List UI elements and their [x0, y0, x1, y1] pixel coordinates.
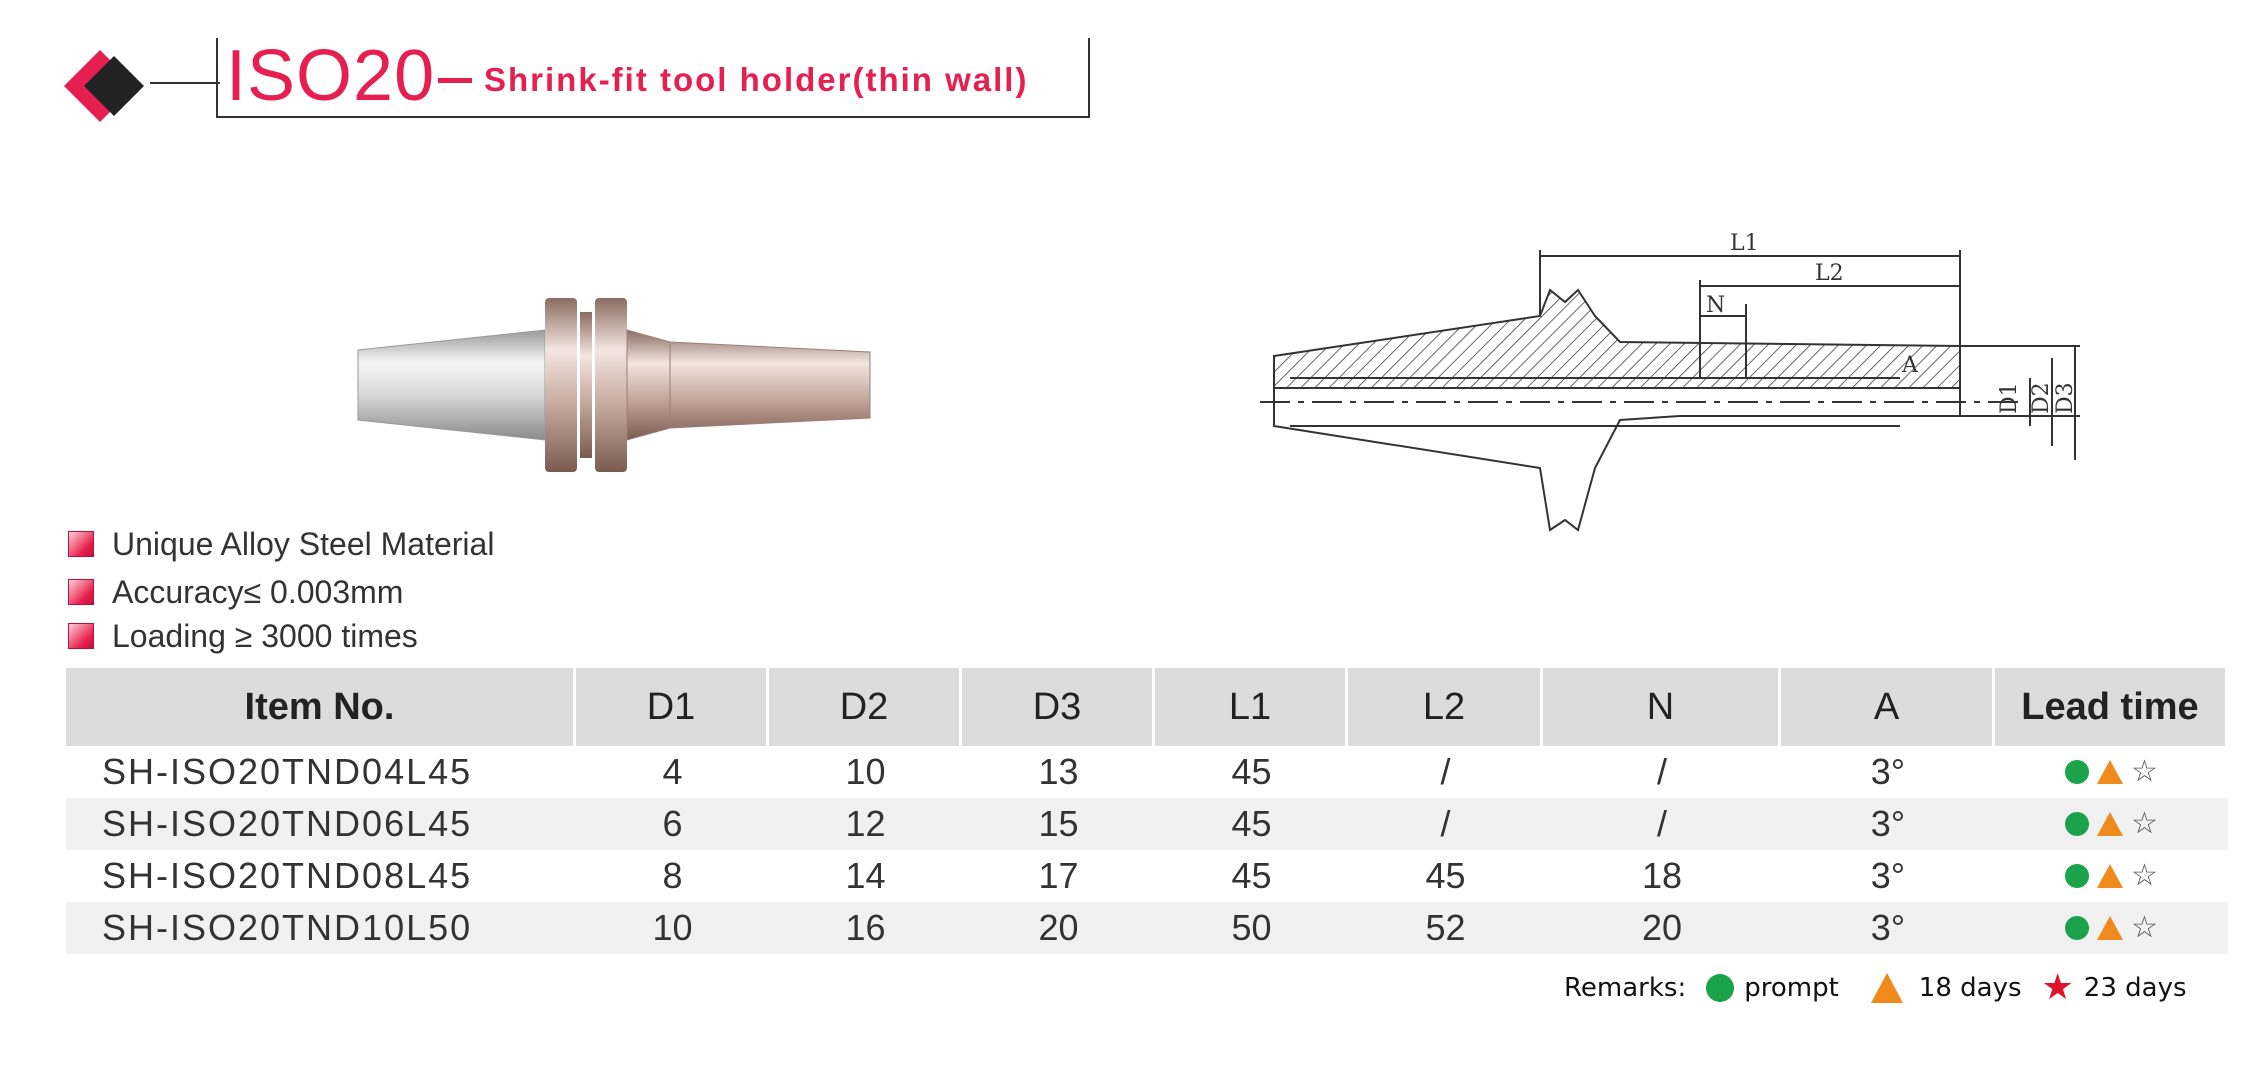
feature-text: Accuracy≤ 0.003mm	[112, 573, 404, 610]
cell-l2: /	[1440, 751, 1451, 792]
col-header-n: N	[1543, 668, 1781, 746]
technical-drawing	[1260, 230, 2080, 540]
green-dot-icon	[1706, 974, 1734, 1002]
cell-a: 3°	[1870, 751, 1906, 792]
remarks-18-days: 18 days	[1918, 973, 2022, 1003]
remarks-legend	[1564, 966, 2187, 1010]
cell-d3: 15	[1038, 803, 1079, 844]
green-dot-icon	[2065, 812, 2089, 836]
cell-l2: 52	[1425, 907, 1466, 948]
feature-item	[68, 524, 668, 564]
cell-d2: 14	[845, 855, 886, 896]
cell-d3: 17	[1038, 855, 1079, 896]
green-dot-icon	[2065, 760, 2089, 784]
cell-d1: 8	[662, 855, 683, 896]
cell-d2: 10	[845, 751, 886, 792]
col-header-a: A	[1781, 668, 1995, 746]
cell-item-no: SH-ISO20TND08L45	[102, 855, 473, 896]
col-header-d1: D1	[576, 668, 769, 746]
green-dot-icon	[2065, 916, 2089, 940]
cell-lead-time	[1995, 850, 2228, 902]
orange-triangle-icon	[2097, 916, 2123, 940]
cell-d2: 16	[845, 907, 886, 948]
dim-a-label: A	[1902, 353, 1918, 378]
orange-triangle-icon	[1871, 973, 1903, 1003]
feature-item	[68, 616, 668, 656]
cell-l2: /	[1440, 803, 1451, 844]
star-outline-icon: ☆	[2131, 754, 2158, 789]
cell-d1: 6	[662, 803, 683, 844]
dim-d1-label: D1	[1997, 382, 2022, 414]
col-header-l1: L1	[1155, 668, 1348, 746]
cell-d3: 20	[1038, 907, 1079, 948]
cell-l2: 45	[1425, 855, 1466, 896]
header-connector-line	[150, 82, 220, 84]
product-image	[350, 290, 880, 480]
cell-n: /	[1656, 751, 1667, 792]
header-diamond-logo	[62, 46, 182, 126]
cell-lead-time	[1995, 902, 2228, 954]
cell-n: /	[1656, 803, 1667, 844]
dim-l1-label: L1	[1730, 231, 1759, 256]
cell-d1: 4	[662, 751, 683, 792]
cell-a: 3°	[1870, 803, 1906, 844]
table-header-row	[66, 668, 2228, 746]
header-model: ISO20	[226, 36, 436, 116]
feature-bullet-icon	[68, 579, 94, 605]
cell-item-no: SH-ISO20TND06L45	[102, 803, 473, 844]
col-header-d3: D3	[962, 668, 1155, 746]
cell-item-no: SH-ISO20TND04L45	[102, 751, 473, 792]
orange-triangle-icon	[2097, 864, 2123, 888]
cell-n: 20	[1641, 907, 1683, 948]
star-outline-icon: ☆	[2131, 806, 2158, 841]
cell-n: 18	[1641, 855, 1683, 896]
green-dot-icon	[2065, 864, 2089, 888]
orange-triangle-icon	[2097, 812, 2123, 836]
red-star-icon: ★	[2041, 967, 2074, 1008]
cell-l1: 50	[1231, 907, 1272, 948]
col-header-item-no: Item No.	[66, 668, 576, 746]
cell-d1: 10	[652, 907, 693, 948]
feature-item	[68, 572, 668, 612]
remarks-23-days: 23 days	[2083, 973, 2187, 1003]
feature-text: Unique Alloy Steel Material	[112, 525, 495, 562]
cell-l1: 45	[1231, 751, 1272, 792]
cell-item-no: SH-ISO20TND10L50	[102, 907, 473, 948]
col-header-l2: L2	[1348, 668, 1543, 746]
feature-bullet-icon	[68, 623, 94, 649]
table-row	[66, 850, 2228, 902]
feature-text: Loading ≥ 3000 times	[112, 617, 418, 654]
dim-d3-label: D3	[2053, 382, 2078, 414]
feature-bullet-icon	[68, 531, 94, 557]
dim-n-label: N	[1706, 293, 1726, 318]
cell-a: 3°	[1870, 907, 1906, 948]
header-subtitle: Shrink-fit tool holder(thin wall)	[484, 61, 1029, 98]
table-row	[66, 798, 2228, 850]
cell-d3: 13	[1038, 751, 1079, 792]
remarks-prompt: prompt	[1744, 973, 1839, 1003]
cell-l1: 45	[1231, 803, 1272, 844]
col-header-d2: D2	[769, 668, 962, 746]
remarks-label: Remarks:	[1564, 973, 1687, 1003]
cell-lead-time	[1995, 798, 2228, 850]
cell-a: 3°	[1870, 855, 1906, 896]
dim-l2-label: L2	[1815, 261, 1844, 286]
orange-triangle-icon	[2097, 760, 2123, 784]
table-row	[66, 746, 2228, 798]
col-header-lead-time: Lead time	[1995, 668, 2228, 746]
spec-table	[66, 668, 2228, 954]
star-outline-icon: ☆	[2131, 910, 2158, 945]
cell-l1: 45	[1231, 855, 1272, 896]
cell-d2: 12	[845, 803, 886, 844]
table-row	[66, 902, 2228, 954]
star-outline-icon: ☆	[2131, 858, 2158, 893]
dim-d2-label: D2	[2029, 382, 2054, 414]
cell-lead-time	[1995, 746, 2228, 798]
header-dash	[438, 78, 472, 83]
